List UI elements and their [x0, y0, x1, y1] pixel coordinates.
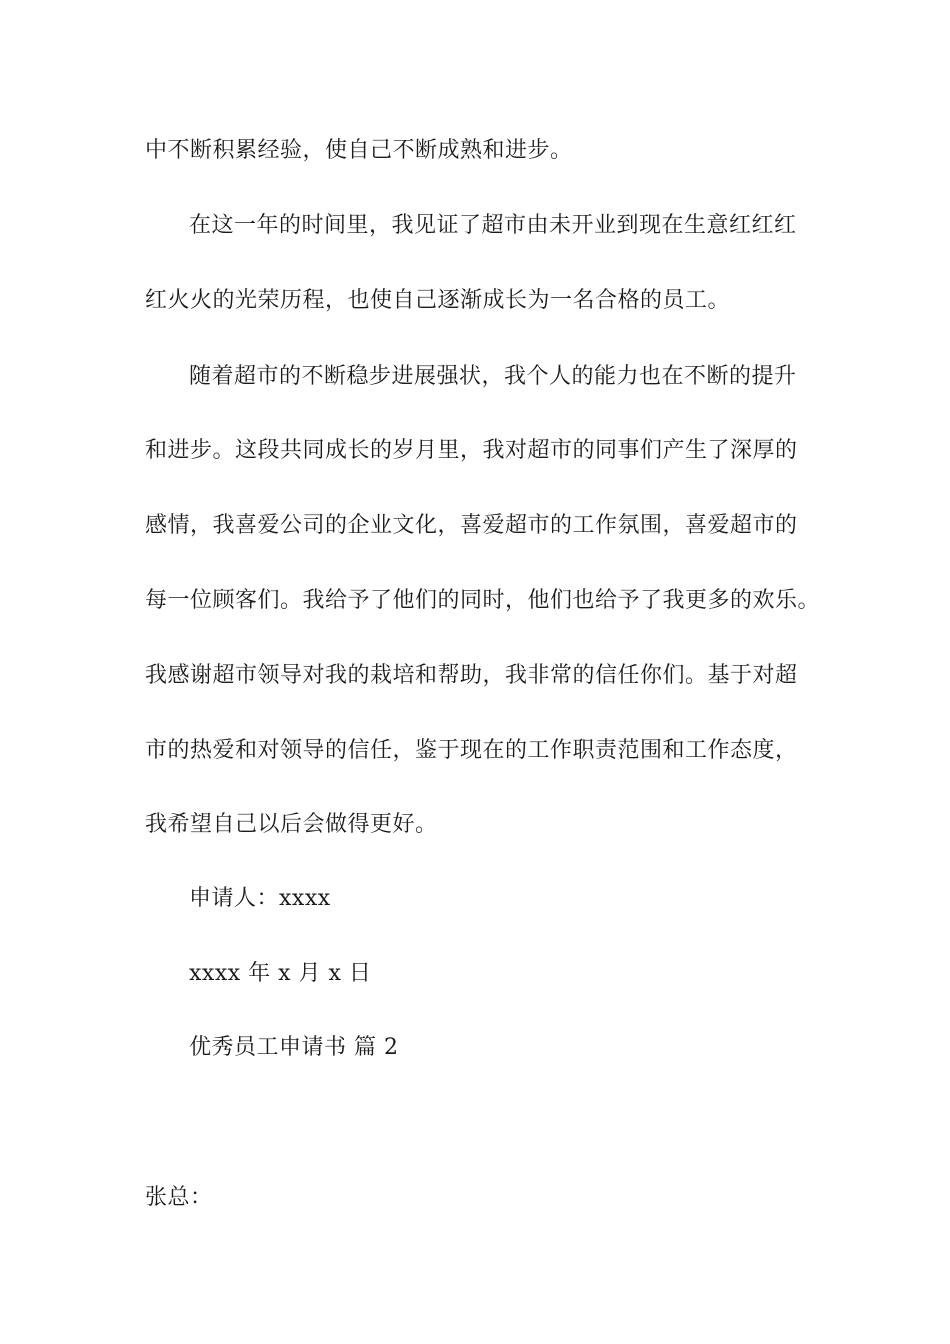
paragraph-line: 红火火的光荣历程，也使自己逐渐成长为一名合格的员工。 — [145, 288, 731, 313]
applicant-line: 申请人：xxxx — [189, 886, 331, 911]
paragraph-line: 每一位顾客们。我给予了他们的同时，他们也给予了我更多的欢乐。 — [145, 588, 821, 613]
section-title: 优秀员工申请书 篇 2 — [189, 1035, 399, 1060]
salutation: 张总： — [145, 1185, 213, 1210]
paragraph-line: 中不断积累经验，使自己不断成熟和进步。 — [145, 138, 573, 163]
paragraph-line: 市的热爱和对领导的信任，鉴于现在的工作职责范围和工作态度， — [145, 738, 798, 763]
date-line: xxxx 年 x 月 x 日 — [189, 961, 372, 986]
paragraph-line: 我希望自己以后会做得更好。 — [145, 812, 438, 837]
paragraph-line: 在这一年的时间里，我见证了超市由未开业到现在生意红红红 — [189, 213, 797, 238]
paragraph-line: 和进步。这段共同成长的岁月里，我对超市的同事们产生了深厚的 — [145, 438, 798, 463]
paragraph-line: 感情，我喜爱公司的企业文化，喜爱超市的工作氛围，喜爱超市的 — [145, 513, 798, 538]
paragraph-line: 随着超市的不断稳步进展强状，我个人的能力也在不断的提升 — [189, 364, 797, 389]
paragraph-line: 我感谢超市领导对我的栽培和帮助，我非常的信任你们。基于对超 — [145, 663, 798, 688]
